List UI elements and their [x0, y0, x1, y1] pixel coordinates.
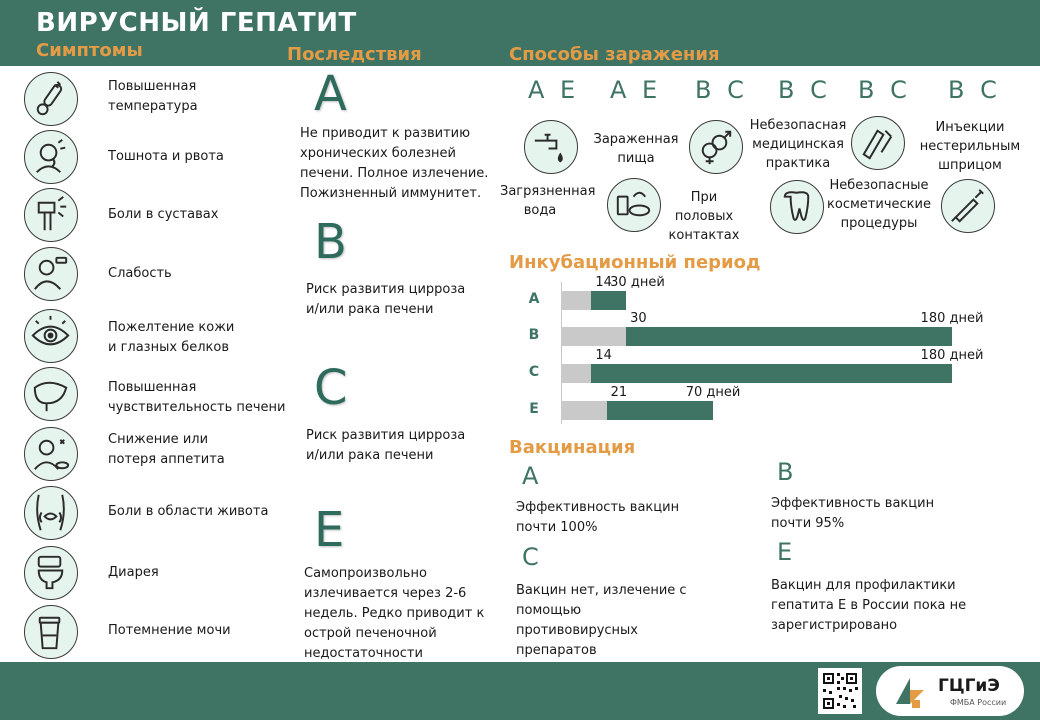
- bar-min-label: 14: [595, 348, 612, 363]
- faucet-icon: [524, 120, 578, 174]
- bar-max-label: 180 дней: [920, 348, 984, 363]
- page-title: ВИРУСНЫЙ ГЕПАТИТ: [36, 8, 357, 38]
- consequence-text-e: Самопроизвольно излечивается через 2-6 недель. Редко приводит к острой печеночной недостаточности: [304, 566, 485, 661]
- consequence-text-b: Риск развития цирроза и/или рака печени: [306, 282, 466, 317]
- bar-max-label: 70 дней: [685, 385, 741, 400]
- routes-heading: Способы заражения: [509, 44, 720, 65]
- route-letters: B C: [858, 76, 911, 104]
- logo-name: ГЦГиЭ: [938, 676, 1000, 696]
- symptom-label: Снижение или потеря аппетита: [108, 432, 225, 467]
- bar-range: [626, 327, 952, 346]
- route-label: Небезопасная медицинская практика: [749, 118, 847, 171]
- logo-mark-icon: [890, 672, 930, 710]
- toilet-icon: [24, 546, 78, 600]
- bar-max-label: 30 дней: [610, 275, 665, 290]
- bar-min-label: 30: [630, 311, 647, 326]
- symptom-label: Пожелтение кожи и глазных белков: [108, 320, 235, 355]
- symptom-label: Боли в области живота: [108, 504, 269, 519]
- logo-subtitle: ФМБА России: [950, 698, 1007, 707]
- route-label: Зараженная пища: [593, 132, 679, 166]
- nausea-icon: [24, 130, 78, 184]
- vaccination-heading: Вакцинация: [509, 437, 636, 458]
- joint-pain-icon: [24, 188, 78, 242]
- abdomen-icon: [24, 486, 78, 540]
- bar-min-label: 21: [610, 385, 628, 400]
- symptom-label: Потемнение мочи: [108, 623, 231, 638]
- vaccination-text-b: Эффективность вакцин почти 95%: [771, 496, 935, 531]
- consequence-letter-c: C: [314, 360, 348, 416]
- food-icon: [607, 178, 661, 232]
- vaccination-letter-e: E: [777, 538, 793, 566]
- consequence-letter-a: A: [314, 66, 347, 122]
- route-label: Инъекции нестерильным шприцом: [919, 120, 1021, 173]
- consequence-text-a: Не приводит к развитию хронических болезней печени. Полное излечение. Пожизненный иммунитет.: [300, 126, 489, 201]
- vaccination-text-a: Эффективность вакцин почти 100%: [516, 500, 680, 535]
- route-letters: B C: [948, 76, 1001, 104]
- bar-range: [591, 364, 952, 383]
- tooth-icon: [770, 180, 824, 234]
- consequences-heading: Последствия: [287, 44, 422, 65]
- route-letters: B C: [695, 76, 748, 104]
- category-label: E: [529, 401, 539, 417]
- symptom-label: Боли в суставах: [108, 207, 219, 222]
- symptom-label: Слабость: [108, 266, 172, 281]
- symptom-label: Диарея: [108, 565, 159, 580]
- category-label: B: [528, 327, 540, 343]
- category-label: A: [528, 291, 540, 307]
- bar-range: [607, 401, 713, 420]
- symptoms-heading: Симптомы: [36, 40, 143, 61]
- consequence-letter-b: B: [314, 214, 347, 270]
- weakness-icon: [24, 247, 78, 301]
- consequence-letter-e: E: [314, 502, 345, 558]
- incubation-heading: Инкубационный период: [509, 252, 761, 273]
- symptom-label: Тошнота и рвота: [108, 149, 224, 164]
- vaccination-text-e: Вакцин для профилактики гепатита Е в России пока не зарегистрировано: [771, 578, 967, 633]
- bar-min-label: 14: [595, 275, 612, 290]
- bar-min: [561, 401, 607, 420]
- qr-code[interactable]: [818, 668, 862, 714]
- route-letters: A E: [528, 76, 580, 104]
- route-letters: A E: [610, 76, 662, 104]
- route-label: При половых контактах: [668, 190, 740, 243]
- thermometer-icon: [24, 72, 78, 126]
- eye-icon: [24, 309, 78, 363]
- vaccination-letter-a: A: [522, 462, 539, 490]
- symptom-label: Повышенная чувствительность печени: [108, 380, 286, 415]
- route-label: Загрязненная вода: [500, 184, 596, 218]
- bar-min: [561, 291, 591, 310]
- syringe-icon: [941, 179, 995, 233]
- bar-range: [591, 291, 626, 310]
- urine-cup-icon: [24, 605, 78, 659]
- liver-icon: [24, 367, 78, 421]
- vaccination-letter-c: C: [522, 543, 539, 571]
- route-label: Небезопасные косметические процедуры: [827, 178, 931, 231]
- category-label: C: [528, 364, 540, 380]
- bar-min: [561, 364, 591, 383]
- vaccination-letter-b: B: [777, 458, 794, 486]
- bar-max-label: 180 дней: [920, 311, 984, 326]
- gender-symbols-icon: [689, 120, 743, 174]
- consequence-text-c: Риск развития цирроза и/или рака печени: [306, 428, 466, 463]
- vaccination-text-c: Вакцин нет, излечение с помощью противовирусных препаратов: [516, 583, 687, 658]
- symptom-label: Повышенная температура: [108, 79, 198, 114]
- bar-min: [561, 327, 626, 346]
- appetite-icon: [24, 427, 78, 481]
- medical-tools-icon: [851, 116, 905, 170]
- route-letters: B C: [778, 76, 831, 104]
